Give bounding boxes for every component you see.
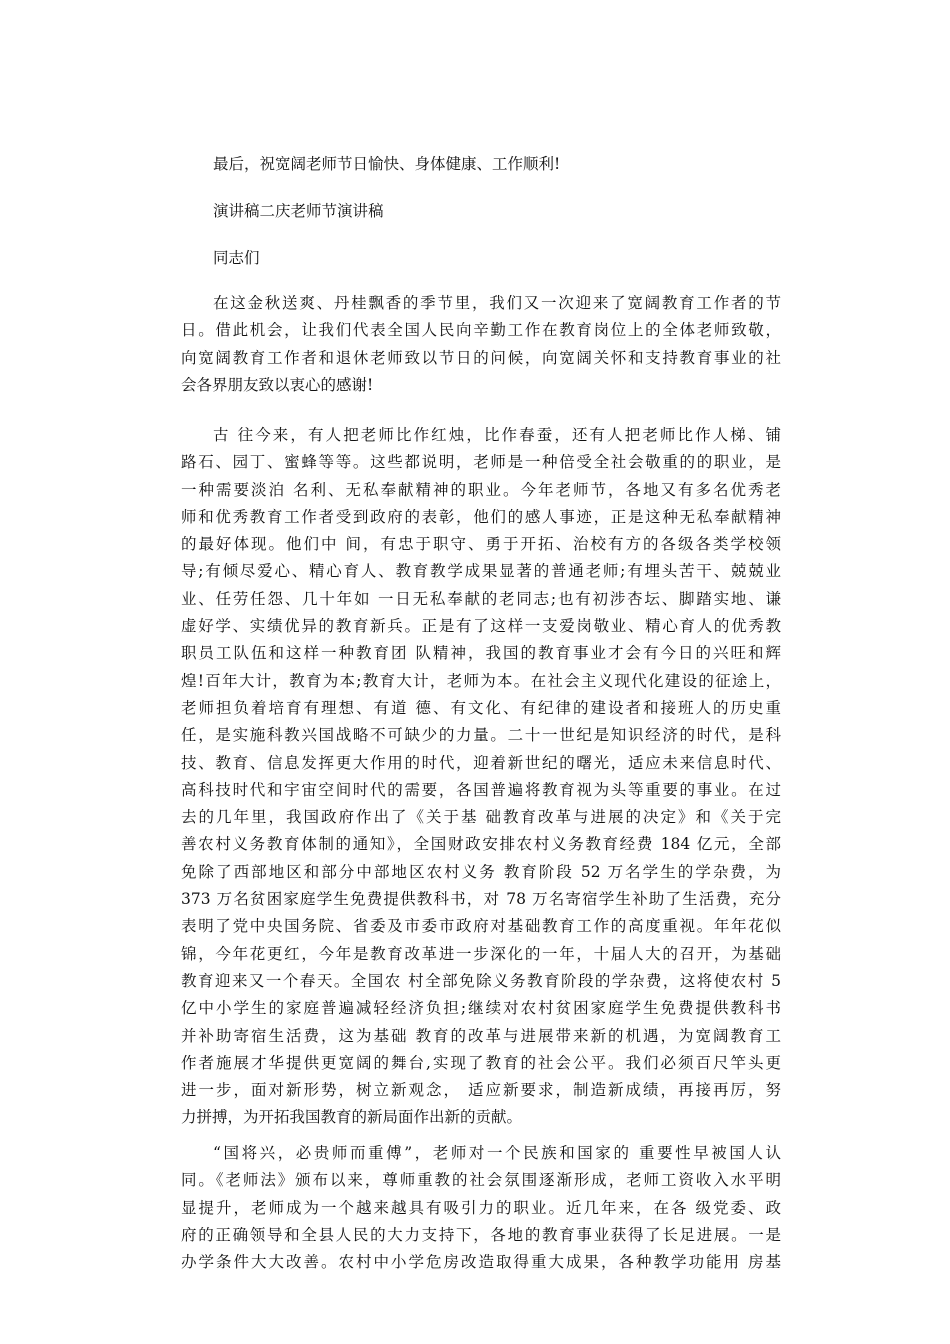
paragraph-line: 古 往今来，有人把老师比作红烛，比作春蚕，还有人把老师比作人梯、铺	[213, 426, 781, 444]
speech-title: 演讲稿二庆老师节演讲稿	[213, 202, 384, 220]
closing-line: 最后，祝宽阔老师节日愉快、身体健康、工作顺利!	[213, 155, 561, 173]
salutation: 同志们	[213, 249, 260, 267]
paragraph-line: 同。《老师法》颁布以来，尊师重教的社会氛围逐渐形成，老师工资收入水平明	[181, 1171, 781, 1190]
paragraph-line: 表明了党中央国务院、省委及市委市政府对基础教育工作的高度重视。年年花似	[181, 917, 781, 936]
paragraph-line: 显提升，老师成为一个越来越具有吸引力的职业。近几年来，在各 级党委、政	[181, 1198, 781, 1217]
paragraph-line: “国将兴，必贵师而重傅”，老师对一个民族和国家的 重要性早被国人认	[213, 1144, 781, 1162]
paragraph-1	[181, 290, 781, 399]
paragraph-line: 府的正确领导和全县人民的大力支持下，各地的教育事业获得了长足进展。一是	[181, 1225, 781, 1244]
paragraph-line: 煌!百年大计，教育为本;教育大计，老师为本。在社会主义现代化建设的征途上，	[181, 671, 781, 690]
paragraph-line: 进一步，面对新形势，树立新观念， 适应新要求，制造新成绩，再接再厉，努	[181, 1081, 781, 1100]
paragraph-line: 虚好学、实绩优异的教育新兵。正是有了这样一支爱岗敬业、精心育人的优秀教	[181, 617, 781, 636]
paragraph-line: 办学条件大大改善。农村中小学危房改造取得重大成果，各种教学功能用 房基	[181, 1253, 781, 1272]
paragraph-line: 师和优秀教育工作者受到政府的表彰，他们的感人事迹，正是这种无私奉献精神	[181, 507, 781, 526]
paragraph-line: 导;有倾尽爱心、精心育人、教育教学成果显著的普通老师;有埋头苦干、兢兢业	[181, 562, 781, 581]
paragraph-line: 在这金秋送爽、丹桂飘香的季节里，我们又一次迎来了宽阔教育工作者的节	[213, 294, 781, 312]
paragraph-line: 作者施展才华提供更宽阔的舞台,实现了教育的社会公平。我们必须百尺竿头更	[181, 1053, 781, 1072]
paragraph-line: 教育迎来又一个春天。全国农 村全部免除义务教育阶段的学杂费，这将使农村 5	[181, 971, 781, 990]
paragraph-line: 业、任劳任怨、几十年如 一日无私奉献的老同志;也有初涉杏坛、脚踏实地、谦	[181, 589, 781, 608]
paragraph-line: 去的几年里，我国政府作出了《关于基 础教育改革与进展的决定》和《关于完	[181, 808, 781, 827]
paragraph-line: 免除了西部地区和部分中部地区农村义务 教育阶段 52 万名学生的学杂费，为	[181, 862, 781, 881]
paragraph-line: 路石、园丁、蜜蜂等等。这些都说明，老师是一种倍受全社会敬重的的职业，是	[181, 453, 781, 472]
paragraph-line: 职员工队伍和这样一种教育团 队精神，我国的教育事业才会有今日的兴旺和辉	[181, 644, 781, 663]
paragraph-line: 亿中小学生的家庭普遍减轻经济负担;继续对农村贫困家庭学生免费提供教科书	[181, 999, 781, 1018]
paragraph-line: 并补助寄宿生活费，这为基础 教育的改革与进展带来新的机遇，为宽阔教育工	[181, 1026, 781, 1045]
paragraph-line: 日。借此机会，让我们代表全国人民向辛勤工作在教育岗位上的全体老师致敬，	[181, 321, 781, 340]
paragraph-line: 任，是实施科教兴国战略不可缺少的力量。二十一世纪是知识经济的时代，是科	[181, 726, 781, 745]
paragraph-line: 老师担负着培育有理想、有道 德、有文化、有纪律的建设者和接班人的历史重	[181, 698, 781, 717]
paragraph-line: 一种需要淡泊 名利、无私奉献精神的职业。今年老师节，各地又有多名优秀老	[181, 480, 781, 499]
paragraph-line: 善农村义务教育体制的通知》，全国财政安排农村义务教育经费 184 亿元，全部	[181, 835, 781, 854]
paragraph-2	[181, 422, 781, 1132]
paragraph-line: 373 万名贫困家庭学生免费提供教科书，对 78 万名寄宿学生补助了生活费，充分	[181, 890, 781, 909]
paragraph-line: 锦，今年花更红，今年是教育改革进一步深化的一年，十届人大的召开，为基础	[181, 944, 781, 963]
paragraph-line: 技、教育、信息发挥更大作用的时代，迎着新世纪的曙光，适应未来信息时代、	[181, 753, 781, 772]
paragraph-line: 力拼搏，为开拓我国教育的新局面作出新的贡献。	[181, 1108, 523, 1127]
paragraph-line: 向宽阔教育工作者和退休老师致以节日的问候，向宽阔关怀和支持教育事业的社	[181, 348, 781, 367]
paragraph-line: 会各界朋友致以衷心的感谢!	[181, 375, 374, 394]
paragraph-line: 的最好体现。他们中 间，有忠于职守、勇于开拓、治校有方的各级各类学校领	[181, 535, 781, 554]
paragraph-3	[181, 1140, 781, 1276]
paragraph-line: 高科技时代和宇宙空间时代的需要，各国普遍将教育视为头等重要的事业。在过	[181, 780, 781, 799]
